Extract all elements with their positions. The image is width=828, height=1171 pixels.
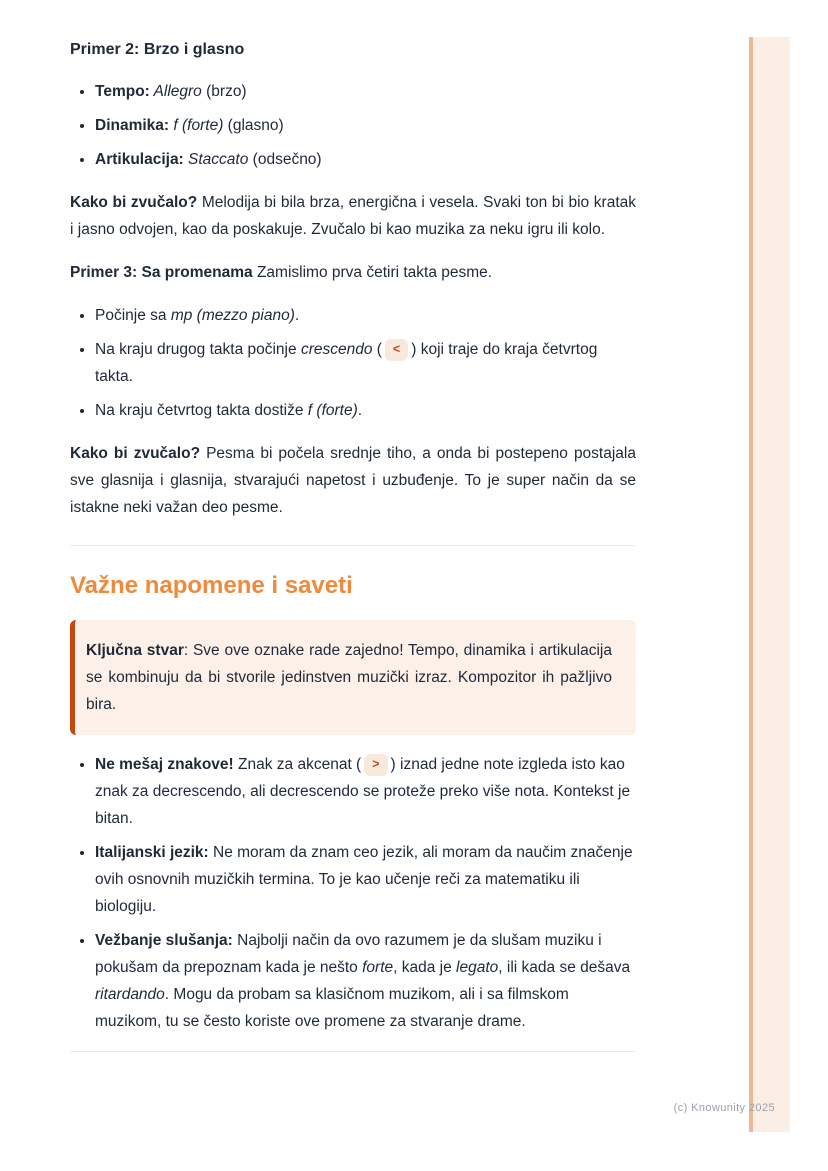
list-item-dostize-forte [95,397,636,424]
list-saveti [70,751,636,1035]
list-item-ne-mesaj-znakove [95,751,636,832]
heading-primer-2: Primer 2: Brzo i glasno [70,41,245,58]
item-text: Na kraju četvrtog takta dostiže [95,402,308,419]
paragraph-lead-bold: Kako bi zvučalo? [70,194,198,211]
content-column [70,36,636,1076]
item-text: ) iznad jedne note izgleda isto kao znak za decrescendo, ali decrescendo se proteže preko više nota. Kontekst je bitan. [95,756,631,827]
footer-copyright: (c) Knowunity 2025 [673,1102,775,1114]
paragraph-kako-zvucalo-1 [70,189,636,243]
term-value-italic: Allegro [149,83,202,100]
section-heading-napomene: Važne napomene i saveti [70,572,353,599]
paragraph-body: Zamislimo prva četiri takta pesme. [252,264,493,281]
item-text: . [357,402,363,419]
item-text: . Mogu da probam sa klasičnom muzikom, ali i sa filmskom muzikom, tu se često koriste ove promene za stvaranje drame. [95,986,569,1030]
list-item-crescendo [95,336,636,390]
key-point-callout [70,620,636,735]
term-label: Artikulacija: [95,151,184,168]
item-text: , ili kada se dešava [498,959,631,976]
item-text: ( [372,341,382,358]
music-term-italic: legato [456,959,499,976]
term-value-italic: f (forte) [169,117,224,134]
crescendo-symbol-chip: < [385,339,408,361]
term-value-italic: Staccato [183,151,249,168]
music-term-italic: mp (mezzo piano) [170,307,295,324]
paragraph-kako-zvucalo-2 [70,440,636,521]
paragraph-primer-3 [70,259,636,286]
term-label: Tempo: [95,83,150,100]
decorative-side-stripe [749,37,790,1132]
section-divider [70,545,636,546]
list-item-pocinje [95,302,636,329]
paragraph-lead-bold: Primer 3: Sa promenama [70,264,253,281]
item-text: Najbolji način da ovo razumem je da slušam muziku i pokušam da prepoznam kada je nešto [95,932,602,976]
callout-lead-bold: Ključna stvar [86,642,184,659]
item-text: Na kraju drugog takta počinje [95,341,301,358]
term-translation: (brzo) [201,83,247,100]
music-term-italic: forte [362,959,394,976]
list-item-dinamika [95,112,636,139]
music-term-italic: crescendo [300,341,373,358]
list-item-vezbanje-slusanja [95,927,636,1035]
paragraph-body: Melodija bi bila brza, energična i vesela. Svaki ton bi bio kratak i jasno odvojen, kao da poskakuje. Zvučalo bi kao muzika za neku igru ili kolo. [70,194,636,238]
list-item-artikulacija [95,146,636,173]
item-text: ) koji traje do kraja četvrtog takta. [95,341,598,385]
paragraph-body: Pesma bi počela srednje tiho, a onda bi postepeno postajala sve glasnija i glasnija, stvarajući napetost i uzbuđenje. To je super način da se istakne neki važan deo pesme. [70,445,636,516]
term-translation: (odsečno) [248,151,322,168]
item-text: , kada je [393,959,457,976]
callout-body: : Sve ove oznake rade zajedno! Tempo, dinamika i artikulacija se kombinuju da bi stvorile jedinstven muzički izraz. Kompozitor ih pažljivo bira. [86,642,612,713]
music-term-italic: f (forte) [307,402,358,419]
term-label: Dinamika: [95,117,170,134]
accent-symbol-chip: > [364,754,387,776]
item-text: Znak za akcenat ( [233,756,362,773]
item-text: Ne moram da znam ceo jezik, ali moram da naučim značenje ovih osnovnih muzičkih termina. To je kao učenje reči za matematiku ili biologiju. [95,844,633,915]
item-text: Počinje sa [95,307,171,324]
tip-label: Italijanski jezik: [95,844,209,861]
paragraph-lead-bold: Kako bi zvučalo? [70,445,201,462]
list-primer2 [70,78,636,173]
term-translation: (glasno) [223,117,284,134]
tip-label: Ne mešaj znakove! [95,756,234,773]
music-term-italic: ritardando [95,986,165,1003]
tip-label: Vežbanje slušanja: [95,932,233,949]
list-item-italijanski-jezik [95,839,636,920]
item-text: . [294,307,300,324]
list-item-tempo [95,78,636,105]
list-promene [70,302,636,424]
section-divider [70,1051,636,1052]
